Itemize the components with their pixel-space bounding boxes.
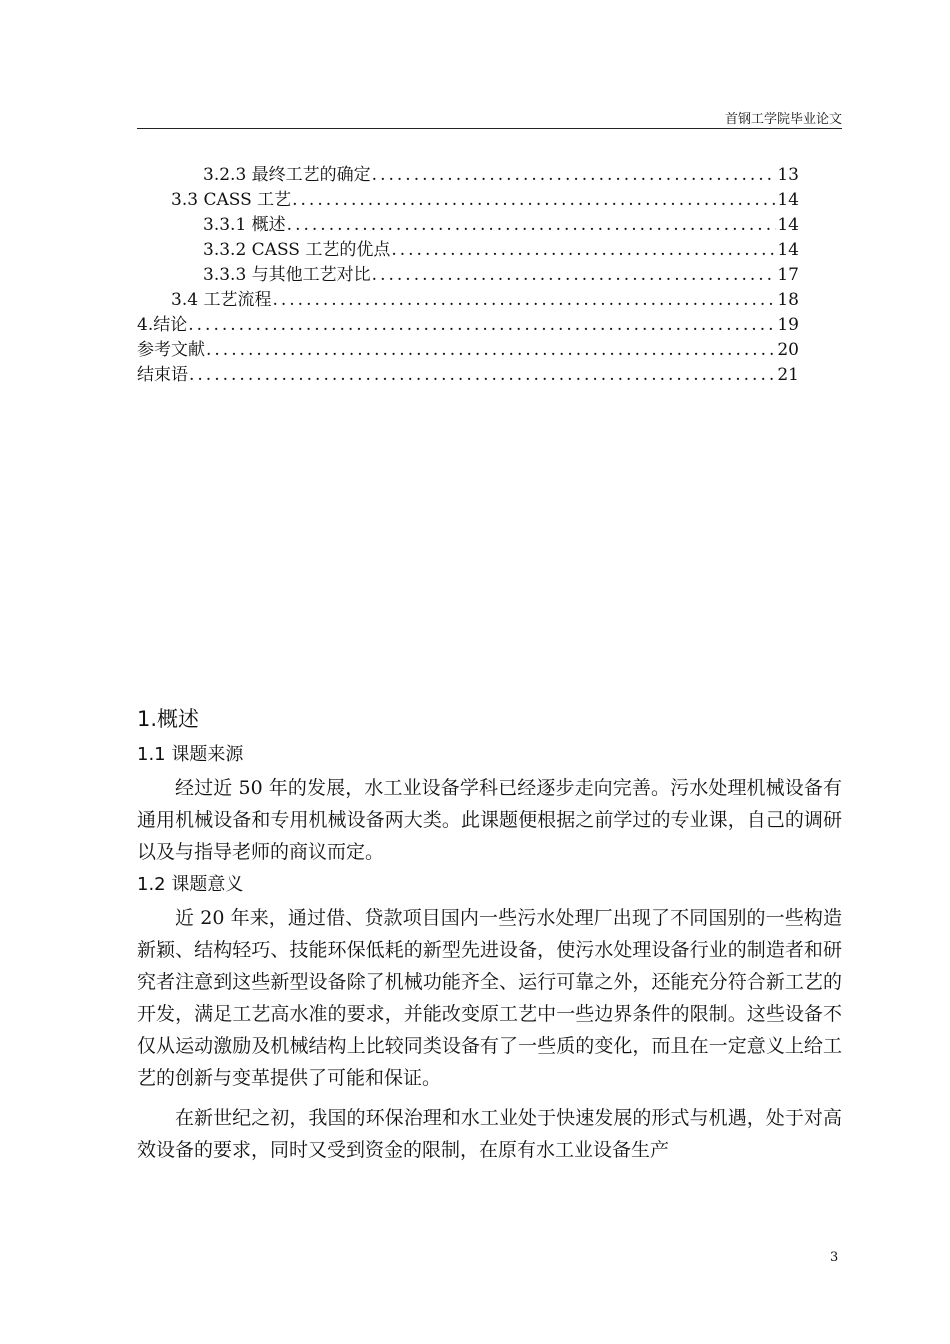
toc-leader-dots [287, 215, 777, 235]
toc-entry[interactable] [137, 310, 799, 335]
toc-entry-page: 19 [777, 315, 799, 335]
toc-entry[interactable] [137, 210, 799, 235]
toc-entry-page: 17 [777, 265, 799, 285]
toc-leader-dots [272, 290, 776, 310]
subsection-heading-significance: 1.2 课题意义 [137, 874, 244, 895]
subsection-heading-source: 1.1 课题来源 [137, 744, 244, 765]
toc-leader-dots [292, 190, 776, 210]
page-number: 3 [830, 1250, 839, 1265]
toc-entry-title: 3.3 CASS 工艺 [171, 190, 292, 210]
toc-leader-dots [188, 315, 776, 335]
toc-entry-title: 3.2.3 最终工艺的确定 [203, 165, 371, 185]
toc-entry[interactable] [137, 335, 799, 360]
toc-entry-page: 21 [777, 365, 799, 385]
toc-entry-title: 3.4 工艺流程 [171, 290, 272, 310]
paragraph-significance-2: 在新世纪之初，我国的环保治理和水工业处于快速发展的形式与机遇，处于对高效设备的要求，同时又受到资金的限制，在原有水工业设备生产 [137, 1107, 842, 1161]
main-content [137, 700, 842, 1166]
toc-entry[interactable] [137, 260, 799, 285]
toc-entry-title: 4.结论 [137, 315, 188, 335]
toc-entry[interactable] [137, 235, 799, 260]
toc-entry[interactable] [137, 185, 799, 210]
toc-leader-dots [372, 165, 777, 185]
toc-entry-page: 18 [777, 290, 799, 310]
toc-entry-page: 14 [777, 215, 799, 235]
toc-entry[interactable] [137, 360, 799, 385]
toc-leader-dots [372, 265, 777, 285]
toc-entry-title: 3.3.1 概述 [203, 215, 286, 235]
toc-entry-title: 结束语 [137, 365, 188, 385]
toc-entry[interactable] [137, 160, 799, 185]
header-rule [137, 128, 842, 129]
toc-entry-title: 3.3.3 与其他工艺对比 [203, 265, 371, 285]
toc-entry-page: 20 [777, 340, 799, 360]
toc-entry-page: 14 [777, 240, 799, 260]
toc-entry-title: 3.3.2 CASS 工艺的优点 [203, 240, 391, 260]
toc-entry-page: 13 [777, 165, 799, 185]
toc-entry-page: 14 [777, 190, 799, 210]
toc-leader-dots [206, 340, 776, 360]
section-heading: 1.概述 [137, 707, 200, 731]
toc-leader-dots [189, 365, 776, 385]
toc-entry-title: 参考文献 [137, 340, 205, 360]
toc-entry[interactable] [137, 285, 799, 310]
toc-leader-dots [391, 240, 776, 260]
paragraph-source: 经过近 50 年的发展，水工业设备学科已经逐步走向完善。污水处理机械设备有通用机械设备和专用机械设备两大类。此课题便根据之前学过的专业课，自己的调研以及与指导老师的商议而定。 [137, 777, 842, 863]
paragraph-significance-1: 近 20 年来，通过借、贷款项目国内一些污水处理厂出现了不同国别的一些构造新颖、结构轻巧、技能环保低耗的新型先进设备，使污水处理设备行业的制造者和研究者注意到这些新型设备除了机械功能齐全、运行可靠之外，还能充分符合新工艺的开发，满足工艺高水准的要求，并能改变原工艺中一些边界条件的限制。这些设备不仅从运动激励及机械结构上比较同类设备有了一些质的变化，而且在一定意义上给工艺的创新与变革提供了可能和保证。 [137, 907, 842, 1089]
table-of-contents [137, 160, 799, 385]
page-header: 首钢工学院毕业论文 [724, 112, 842, 127]
